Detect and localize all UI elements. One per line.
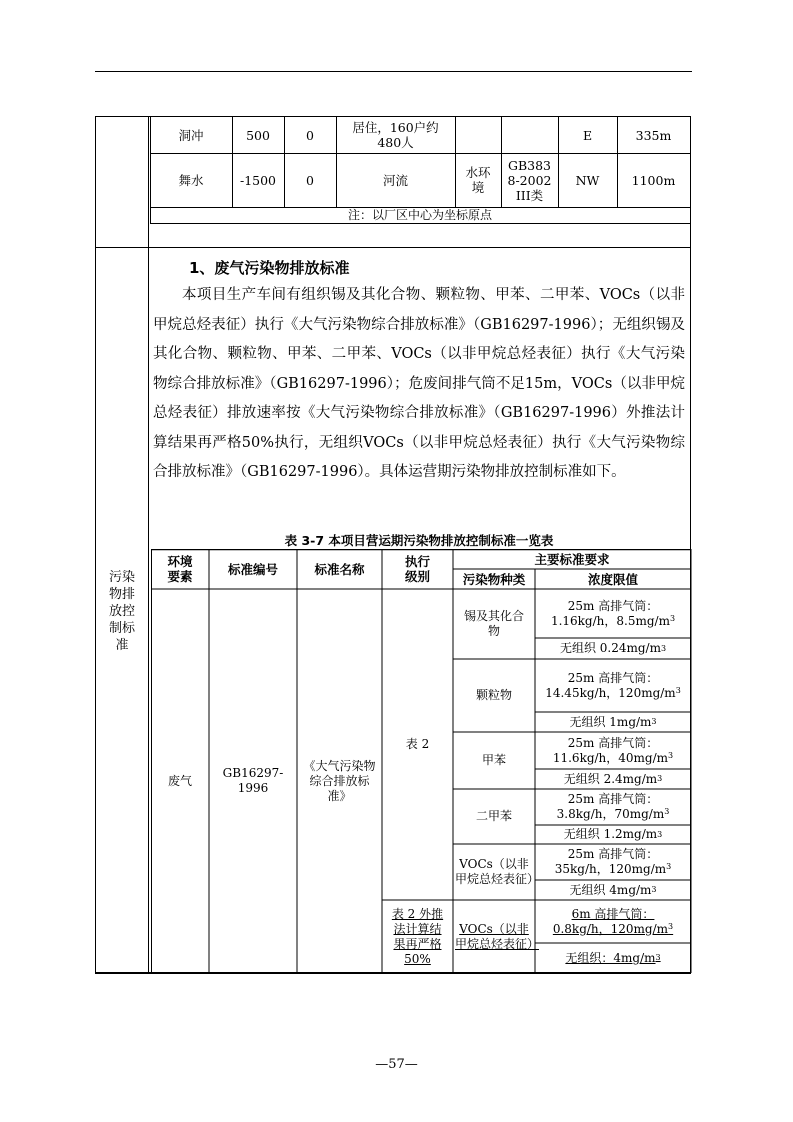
limit-tin-fugitive: 无组织 0.24mg/m 3 <box>559 641 667 655</box>
limit-particulate-fugitive: 无组织 1mg/m 3 <box>569 714 657 729</box>
limit-xylene-fugitive: 无组织 1.2mg/m 3 <box>563 827 663 841</box>
row2-type: 水环境 <box>465 165 491 195</box>
header-limit: 浓度限值 <box>587 571 638 587</box>
row1-x: 500 <box>246 127 270 143</box>
pollutant-particulate: 颗粒物 <box>475 688 512 702</box>
header-level: 执行级别 <box>404 554 430 584</box>
row2-direction: NW <box>575 172 600 188</box>
side-label-pollutant-standard: 污染物排放控制标准 <box>108 570 135 653</box>
header-main-requirement: 主要标准要求 <box>534 551 610 567</box>
limit-vocs-6m-fugitive: 无组织：4mg/m 3 <box>565 950 661 965</box>
pollutant-vocs: VOCs（以非甲烷总烃表征） <box>455 857 540 886</box>
header-element: 环境要素 <box>167 554 193 584</box>
section-title: 1、废气污染物排放标准 <box>189 259 350 277</box>
row2-name: 舞水 <box>178 172 204 188</box>
row2-y: 0 <box>306 172 314 188</box>
header-name: 标准名称 <box>314 561 365 577</box>
emission-standard-table <box>151 549 692 973</box>
limit-vocs-stack: 25m 高排气筒： 35kg/h，$120mg/m^3$ <box>554 847 672 876</box>
row1-desc: 居住，160户约480人 <box>352 120 439 150</box>
row2-x: -1500 <box>239 172 277 188</box>
limit-vocs-fugitive: 无组织 4mg/m 3 <box>569 882 657 897</box>
pollutant-tin: 锡及其化合物 <box>463 609 524 638</box>
header-pollutant: 污染物种类 <box>462 571 526 587</box>
page-number: —57— <box>375 1057 418 1072</box>
standard-name: 《大气污染物综合排放标准》 <box>303 758 376 803</box>
header-rule <box>95 71 692 72</box>
row1-distance: 335m <box>635 127 672 143</box>
limit-toluene-fugitive: 无组织 2.4mg/m 3 <box>563 771 663 786</box>
row1-name: 洞冲 <box>178 127 204 143</box>
limit-tin-stack: 25m 高排气筒： 1.16kg/h，$8.5mg/m^3$ <box>550 598 676 628</box>
element-waste-gas: 废气 <box>167 773 192 788</box>
limit-xylene-stack: 25m 高排气筒： 3.8kg/h，$70mg/m^3$ <box>556 792 670 821</box>
row1-direction: E <box>582 127 593 143</box>
row1-y: 0 <box>306 127 314 143</box>
pollutant-xylene: 二甲苯 <box>475 809 512 823</box>
level-extrapolated: 表 2 外推法计算结果再严格50% <box>391 906 444 966</box>
level-table2: 表 2 <box>405 737 430 751</box>
limit-vocs-6m-stack: 6m 高排气筒： 0.8kg/h，$120mg/m^3$ <box>552 906 674 936</box>
section-divider <box>96 247 690 248</box>
row2-distance: 1100m <box>631 172 676 188</box>
limit-particulate-stack: 25m 高排气筒： 14.45kg/h，$120mg/m^3$ <box>545 670 681 700</box>
body-paragraph: 本项目生产车间有组织锡及其化合物、颗粒物、甲苯、二甲苯、VOCs（以非甲烷总烃表征）执行《大气污染物综合排放标准》（GB16297-1996）；无组织锡及其化合物、颗粒物、甲苯、二甲苯、VOCs（以非甲烷总烃表征）执行《大气污染物综合排放标准》（GB16297-1996）；危废间排气筒不足15m，VOCs（以非甲烷总烃表征）排放速率按《大气污染物综合排放标准》（GB16297-1996）外推法计算结果再严格50%执行，无组织VOCs（以非甲烷总烃表征）执行《大气污染物综合排放标准》（GB16297-1996）。具体运营期污染物排放控制标准如下。 <box>153 287 685 480</box>
row2-standard: GB3838-2002 III类 <box>507 157 552 203</box>
standard-code: GB16297-1996 <box>222 766 284 795</box>
header-code: 标准编号 <box>227 561 278 577</box>
pollutant-vocs-hazardous-waste: VOCs（以非甲烷总烃表征） <box>455 921 540 951</box>
row2-desc: 河流 <box>382 172 408 188</box>
sensitive-target-table <box>148 117 692 247</box>
coordinate-note: 注：以厂区中心为坐标原点 <box>347 207 492 222</box>
limit-toluene-stack: 25m 高排气筒： 11.6kg/h，$40mg/m^3$ <box>552 735 674 765</box>
pollutant-toluene: 甲苯 <box>481 753 506 767</box>
table-caption: 表 3-7 本项目营运期污染物排放控制标准一览表 <box>284 533 554 548</box>
